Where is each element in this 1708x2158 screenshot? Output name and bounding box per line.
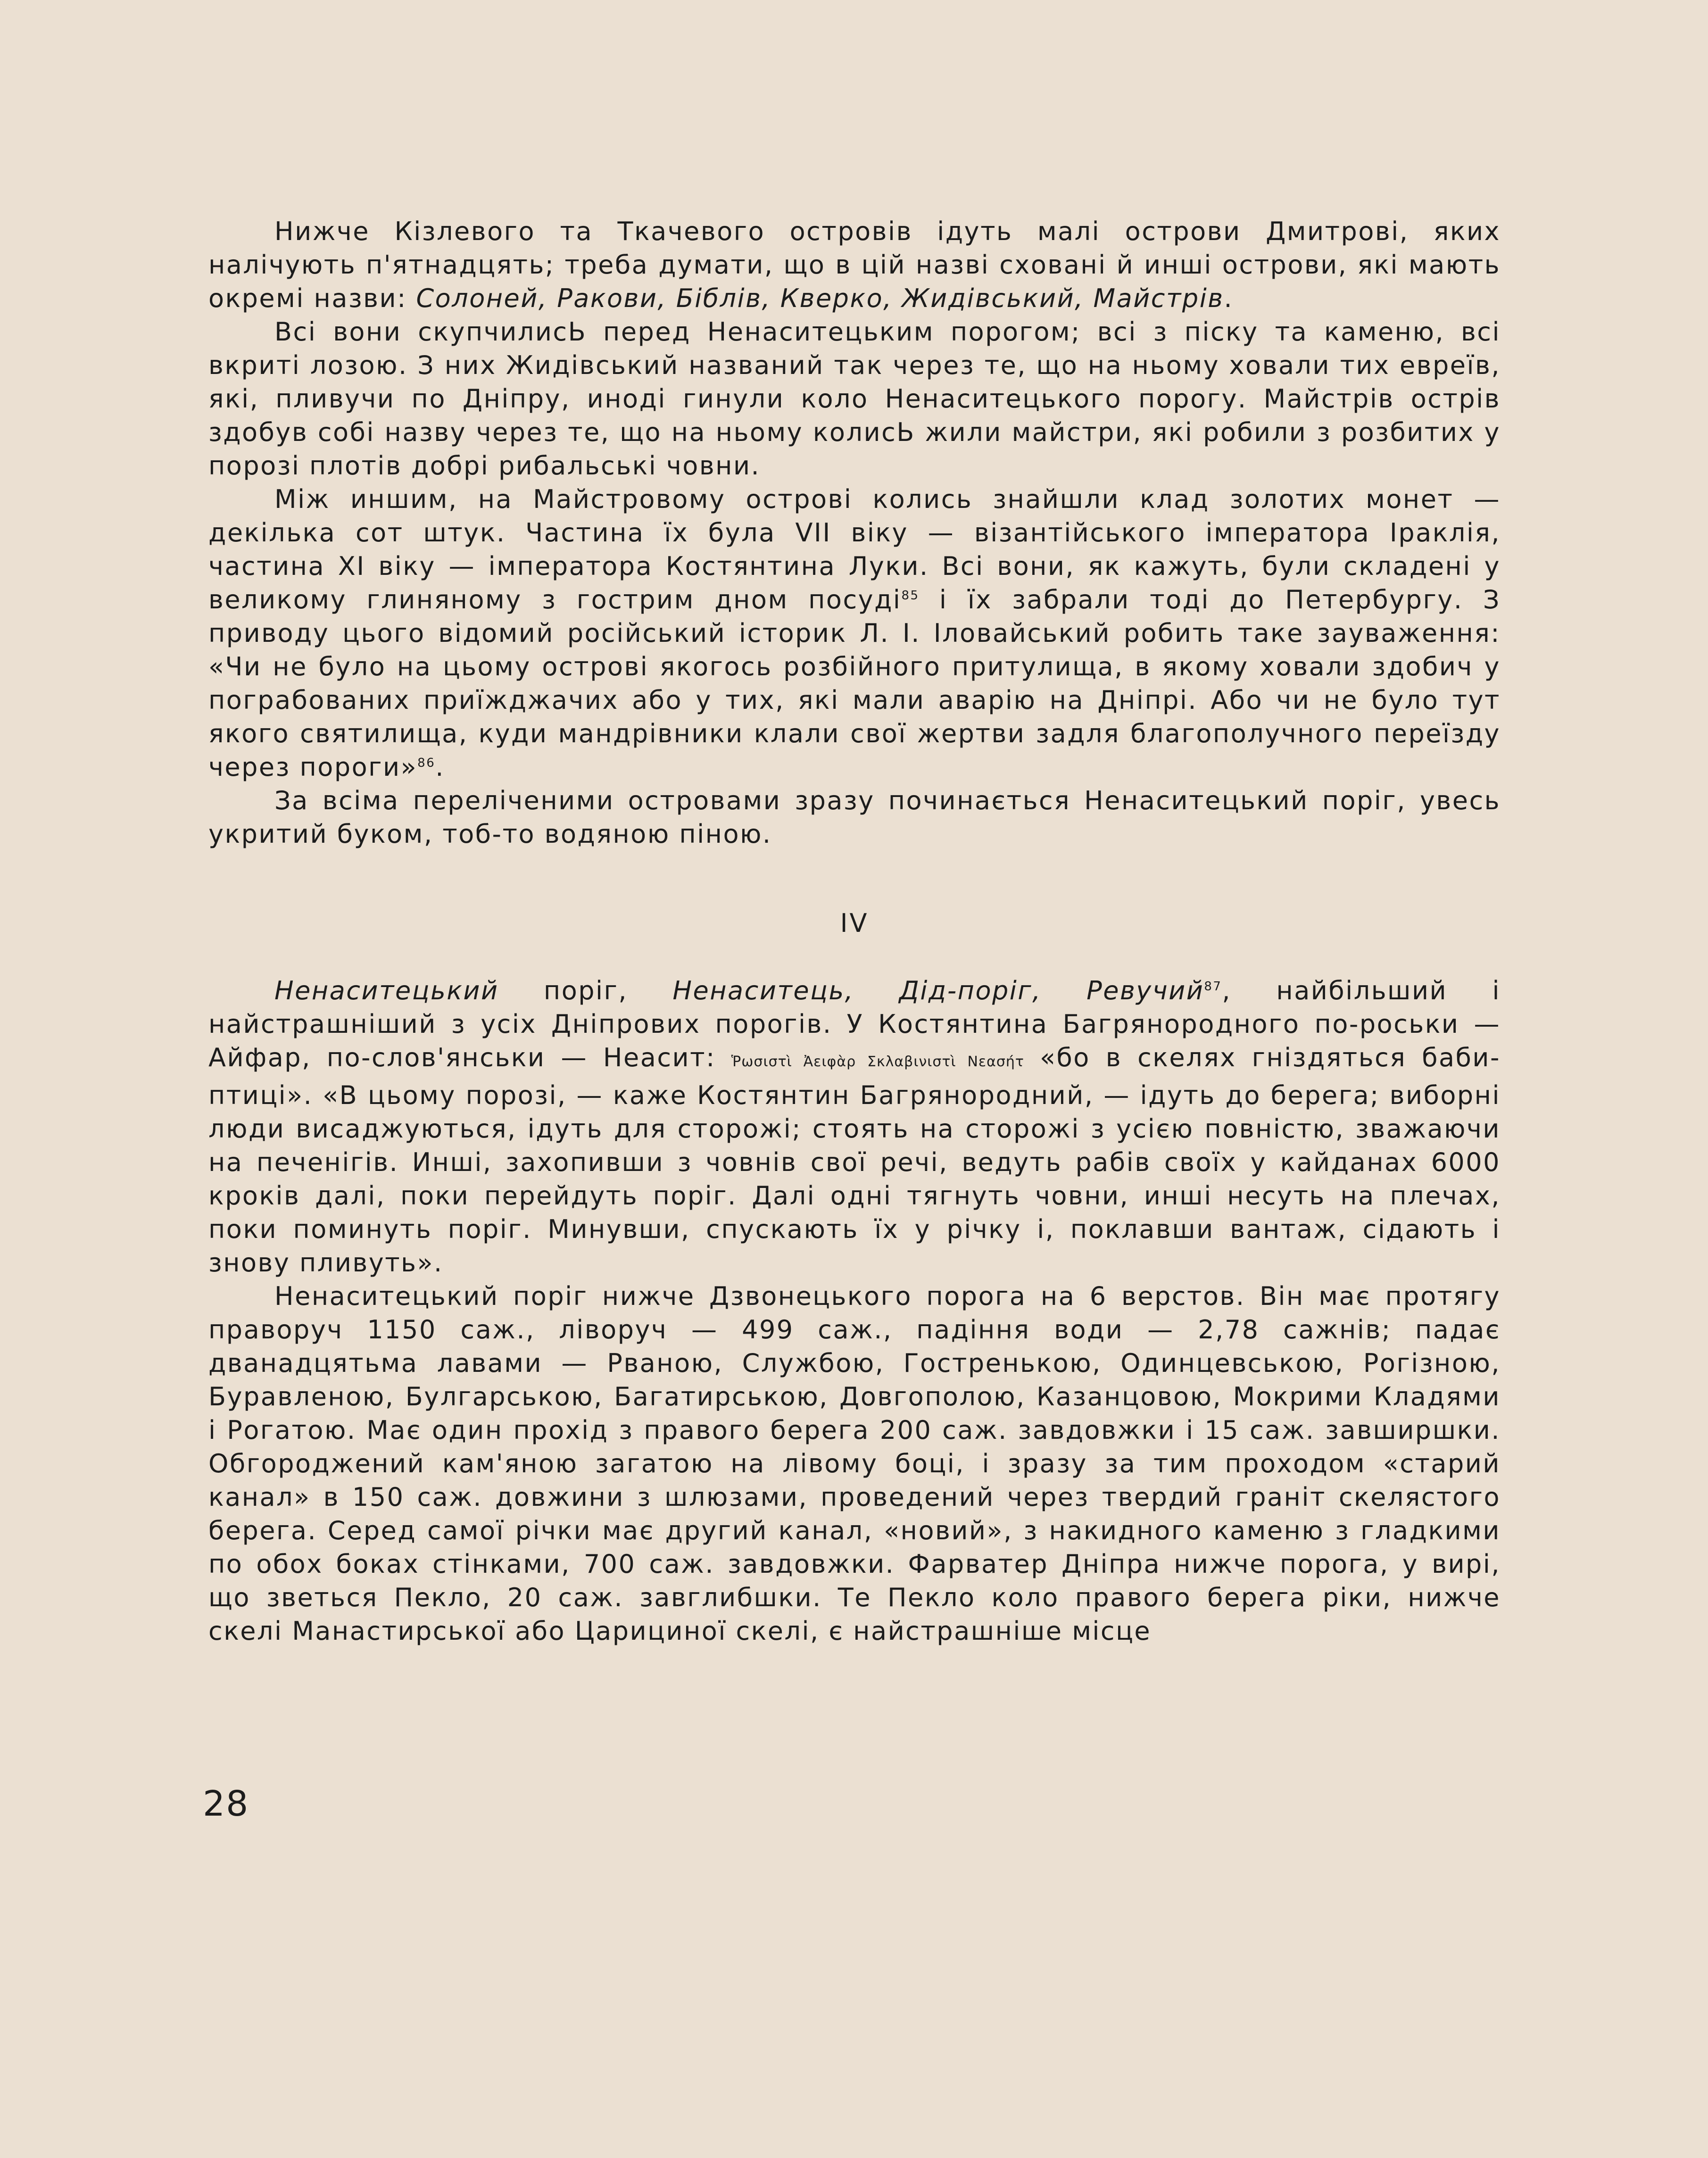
paragraph-islands-description: Всі вони скупчилисЬ перед Ненаситецьким порогом; всі з піску та каменю, всі вкриті лозою. З них Жидівський названий так через те, що на ньому ховали тих евреїв, які, пливучи по Дніпру, иноді гинули коло Ненаситецького порогу. Майстрів острів здобув собі назву через те, що на ньому колисЬ жили майстри, які робили з розбитих у порозі плотів добрі рибальські човни. — [208, 317, 1501, 481]
paragraph-text: поріг, — [498, 976, 673, 1005]
paragraph-nenasytets-intro — [208, 974, 1501, 1279]
paragraph-text: і їх забрали тоді до Петербургу. З приводу цього відомий російський історик Л. І. Іловайський робить таке зауваження: «Чи не було на цьому острові якогось розбійного притулища, в якому ховали здобич у пограбованих приїжджачих або у тих, які мали аварію на Дніпрі. Або чи не було тут якого святилища, куди мандрівники клали свої жертви задля благополучного переїзду через пороги» — [208, 585, 1501, 782]
footnote-ref-86: 86 — [417, 756, 436, 770]
paragraph-text: , найбільший і найстрашніший з усіх Дніпрових порогів. У Костянтина Багрянородного по-роськи — Айфар, по-слов'янськи — Неасит: — [208, 976, 1501, 1072]
page-number: 28 — [203, 1784, 249, 1824]
footnote-ref-87: 87 — [1204, 979, 1222, 994]
paragraph-end: . — [435, 752, 445, 782]
rapid-name: Ненаситецький — [274, 976, 499, 1005]
paragraph-nenasytets-start: За всіма переліченими островами зразу починається Ненаситецький поріг, увесь укритий буком, тоб-то водяною піною. — [208, 786, 1501, 849]
paragraph-gold-treasure — [208, 482, 1501, 784]
paragraph-text: Нижче Кізлевого та Ткачевого островів ідуть малі острови Дмитрові, яких налічують п'ятнадцять; треба думати, що в цій назві сховані й инші острови, які мають окремі назви: — [208, 216, 1501, 313]
island-names: Солоней, Ракови, Біблів, Кверко, Жидівський, Майстрів — [416, 283, 1224, 313]
paragraph-text: «бо в скелях гніздяться баби-птиці». «В цьому порозі, — каже Костянтин Багрянородний, — ідуть до берега; виборні люди висаджуються, ідуть для сторожі; стоять на сторожі з усією повністю, зважаючи на печенігів. Инші, захопивши з човнів свої речі, ведуть рабів своїх у кайданах 6000 кроків далі, поки перейдуть поріг. Далі одні тягнуть човни, инші несуть на плечах, поки поминуть поріг. Минувши, спускають їх у річку і, поклавши вантаж, сідають і знову пливуть». — [208, 1043, 1501, 1278]
rapid-alt-names: Ненаситець, Дід-поріг, Ревучий — [672, 976, 1204, 1005]
paragraph-end: . — [1224, 283, 1234, 313]
footnote-ref-85: 85 — [901, 589, 920, 603]
paragraph-text: Між иншим, на Майстровому острові колись знайшли клад золотих монет — декілька сот штук. Частина їх була VII віку — візантійського імператора Іраклія, частина XI віку — імператора Костянтина Луки. Всі вони, як кажуть, були складені у великому глиняному з гострим дном посуді — [208, 484, 1501, 614]
page-text-block — [208, 215, 1501, 1648]
greek-quotation: Ῥωσιστὶ Ἀειφὰρ Σκλαβινιστὶ Νεασήτ — [731, 1054, 1024, 1070]
section-heading: IV — [840, 908, 869, 938]
paragraph-nenasytets-description: Ненаситецький поріг нижче Дзвонецького порога на 6 верстов. Він має протягу праворуч 1150 саж., ліворуч — 499 саж., падіння води — 2,78 сажнів; падає дванадцятьма лавами — Рваною, Службою, Гостренькою, Одинцевською, Рогізною, Буравленою, Булгарською, Багатирською, Довгополою, Казанцовою, Мокрими Кладями і Рогатою. Має один прохід з правого берега 200 саж. завдовжки і 15 саж. завширшки. Обгороджений кам'яною загатою на лівому боці, і зразу за тим проходом «старий канал» в 150 саж. довжини з шлюзами, проведений через твердий граніт скелястого берега. Серед самої річки має другий канал, «новий», з накидного каменю з гладкими по обох боках стінками, 700 саж. завдовжки. Фарватер Дніпра нижче порога, у вирі, що зветься Пекло, 20 саж. завглибшки. Те Пекло коло правого берега ріки, нижче скелі Манастирської або Царициної скелі, є найстрашніше місце — [208, 1281, 1501, 1646]
paragraph-dmytrovi-islands — [208, 215, 1501, 315]
